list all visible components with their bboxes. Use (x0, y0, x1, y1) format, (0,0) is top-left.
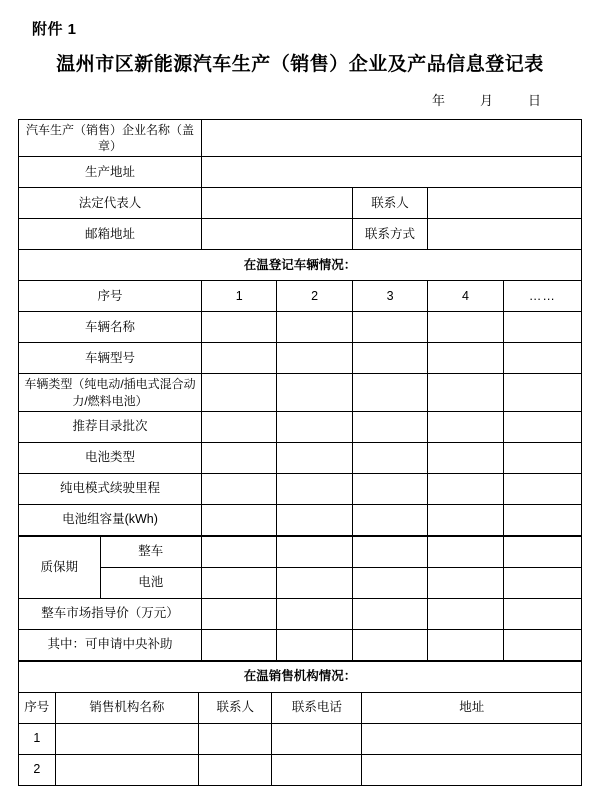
sales-row-1-name[interactable] (55, 723, 199, 754)
sales-row-1-index: 1 (19, 723, 56, 754)
sales-row-2-phone[interactable] (272, 754, 362, 785)
warranty-battery-value-5[interactable] (503, 567, 581, 598)
vehicle-name-value-5[interactable] (503, 312, 581, 343)
table-row (19, 411, 582, 442)
warranty-battery-label: 电池 (100, 567, 201, 598)
date-month-label: 月 (479, 93, 494, 108)
warranty-whole-vehicle-label: 整车 (100, 536, 201, 567)
central-subsidy-value-5[interactable] (503, 629, 581, 660)
market-price-value-3[interactable] (352, 598, 427, 629)
warranty-battery-value-2[interactable] (277, 567, 352, 598)
battery-capacity-value-1[interactable] (201, 504, 276, 535)
central-subsidy-value-3[interactable] (352, 629, 427, 660)
warranty-whole-vehicle-value-4[interactable] (428, 536, 503, 567)
table-row (19, 504, 582, 535)
table-row (19, 442, 582, 473)
sales-row-2-index: 2 (19, 754, 56, 785)
contact-way-label: 联系方式 (352, 219, 427, 250)
battery-capacity-value-4[interactable] (428, 504, 503, 535)
table-row (19, 567, 582, 598)
sales-row-2-name[interactable] (55, 754, 199, 785)
battery-type-value-3[interactable] (352, 442, 427, 473)
vehicle-column-more: …… (503, 281, 581, 312)
electric-range-value-4[interactable] (428, 473, 503, 504)
sales-row-1-phone[interactable] (272, 723, 362, 754)
table-row (19, 250, 582, 281)
market-price-value-2[interactable] (277, 598, 352, 629)
vehicle-model-label: 车辆型号 (19, 343, 202, 374)
central-subsidy-value-1[interactable] (201, 629, 276, 660)
vehicle-name-value-1[interactable] (201, 312, 276, 343)
central-subsidy-value-4[interactable] (428, 629, 503, 660)
email-label: 邮箱地址 (19, 219, 202, 250)
vehicle-index-label: 序号 (19, 281, 202, 312)
catalog-batch-value-1[interactable] (201, 411, 276, 442)
catalog-batch-value-2[interactable] (277, 411, 352, 442)
warranty-table (18, 536, 582, 661)
table-row (19, 188, 582, 219)
vehicle-column-2: 2 (277, 281, 352, 312)
contact-person-value[interactable] (428, 188, 582, 219)
warranty-battery-value-4[interactable] (428, 567, 503, 598)
sales-col-contact: 联系人 (199, 692, 272, 723)
registration-form-table (18, 119, 582, 536)
vehicle-type-value-5[interactable] (503, 374, 581, 411)
vehicle-model-value-2[interactable] (277, 343, 352, 374)
vehicle-model-value-3[interactable] (352, 343, 427, 374)
vehicle-name-value-2[interactable] (277, 312, 352, 343)
production-address-label: 生产地址 (19, 157, 202, 188)
market-price-value-5[interactable] (503, 598, 581, 629)
production-address-value[interactable] (201, 157, 581, 188)
market-price-value-1[interactable] (201, 598, 276, 629)
sales-row-1-address[interactable] (362, 723, 582, 754)
table-row (19, 754, 582, 785)
legal-rep-value[interactable] (201, 188, 352, 219)
vehicle-column-3: 3 (352, 281, 427, 312)
catalog-batch-value-3[interactable] (352, 411, 427, 442)
sales-row-2-contact[interactable] (199, 754, 272, 785)
catalog-batch-value-5[interactable] (503, 411, 581, 442)
legal-rep-label: 法定代表人 (19, 188, 202, 219)
warranty-label: 质保期 (19, 536, 101, 598)
sales-col-index: 序号 (19, 692, 56, 723)
contact-person-label: 联系人 (352, 188, 427, 219)
vehicle-model-value-1[interactable] (201, 343, 276, 374)
warranty-battery-value-1[interactable] (201, 567, 276, 598)
electric-range-value-5[interactable] (503, 473, 581, 504)
table-row (19, 536, 582, 567)
table-row (19, 343, 582, 374)
vehicle-model-value-4[interactable] (428, 343, 503, 374)
vehicle-column-1: 1 (201, 281, 276, 312)
table-row (19, 374, 582, 411)
sales-col-address: 地址 (362, 692, 582, 723)
date-day-label: 日 (527, 93, 542, 108)
page-title: 温州市区新能源汽车生产（销售）企业及产品信息登记表 (56, 54, 544, 75)
vehicle-type-value-4[interactable] (428, 374, 503, 411)
vehicle-model-value-5[interactable] (503, 343, 581, 374)
table-header-row (19, 692, 582, 723)
vehicle-section-heading: 在温登记车辆情况： (19, 250, 582, 281)
table-row (19, 598, 582, 629)
vehicle-name-value-4[interactable] (428, 312, 503, 343)
warranty-whole-vehicle-value-1[interactable] (201, 536, 276, 567)
email-value[interactable] (201, 219, 352, 250)
catalog-batch-label: 推荐目录批次 (19, 411, 202, 442)
sales-organization-table (18, 661, 582, 786)
battery-type-value-2[interactable] (277, 442, 352, 473)
vehicle-name-label: 车辆名称 (19, 312, 202, 343)
table-row (19, 661, 582, 692)
vehicle-type-value-1[interactable] (201, 374, 276, 411)
central-subsidy-label: 其中：可申请中央补助 (19, 629, 202, 660)
contact-way-value[interactable] (428, 219, 582, 250)
battery-capacity-label: 电池组容量(kWh) (19, 504, 202, 535)
electric-range-label: 纯电模式续驶里程 (19, 473, 202, 504)
market-price-value-4[interactable] (428, 598, 503, 629)
battery-type-label: 电池类型 (19, 442, 202, 473)
vehicle-name-value-3[interactable] (352, 312, 427, 343)
battery-capacity-value-2[interactable] (277, 504, 352, 535)
table-row (19, 723, 582, 754)
battery-capacity-value-3[interactable] (352, 504, 427, 535)
warranty-whole-vehicle-value-2[interactable] (277, 536, 352, 567)
sales-section-heading: 在温销售机构情况： (19, 661, 582, 692)
battery-type-value-4[interactable] (428, 442, 503, 473)
battery-type-value-5[interactable] (503, 442, 581, 473)
table-row (19, 629, 582, 660)
sales-row-2-address[interactable] (362, 754, 582, 785)
sales-row-1-contact[interactable] (199, 723, 272, 754)
company-name-label: 汽车生产（销售）企业名称（盖章） (19, 120, 202, 157)
table-row (19, 281, 582, 312)
battery-type-value-1[interactable] (201, 442, 276, 473)
vehicle-type-value-2[interactable] (277, 374, 352, 411)
vehicle-column-4: 4 (428, 281, 503, 312)
table-row (19, 312, 582, 343)
table-row (19, 120, 582, 157)
vehicle-type-label: 车辆类型（纯电动/插电式混合动力/燃料电池） (19, 374, 202, 411)
battery-capacity-value-5[interactable] (503, 504, 581, 535)
electric-range-value-2[interactable] (277, 473, 352, 504)
table-row (19, 157, 582, 188)
market-price-label: 整车市场指导价（万元） (19, 598, 202, 629)
attachment-label: 附件 1 (32, 21, 77, 38)
vehicle-type-value-3[interactable] (352, 374, 427, 411)
company-name-value[interactable] (201, 120, 581, 157)
warranty-battery-value-3[interactable] (352, 567, 427, 598)
electric-range-value-1[interactable] (201, 473, 276, 504)
electric-range-value-3[interactable] (352, 473, 427, 504)
date-year-label: 年 (431, 93, 446, 108)
sales-col-phone: 联系电话 (272, 692, 362, 723)
table-row (19, 219, 582, 250)
central-subsidy-value-2[interactable] (277, 629, 352, 660)
date-row (18, 90, 542, 109)
warranty-whole-vehicle-value-5[interactable] (503, 536, 581, 567)
table-row (19, 473, 582, 504)
warranty-whole-vehicle-value-3[interactable] (352, 536, 427, 567)
sales-col-name: 销售机构名称 (55, 692, 199, 723)
catalog-batch-value-4[interactable] (428, 411, 503, 442)
